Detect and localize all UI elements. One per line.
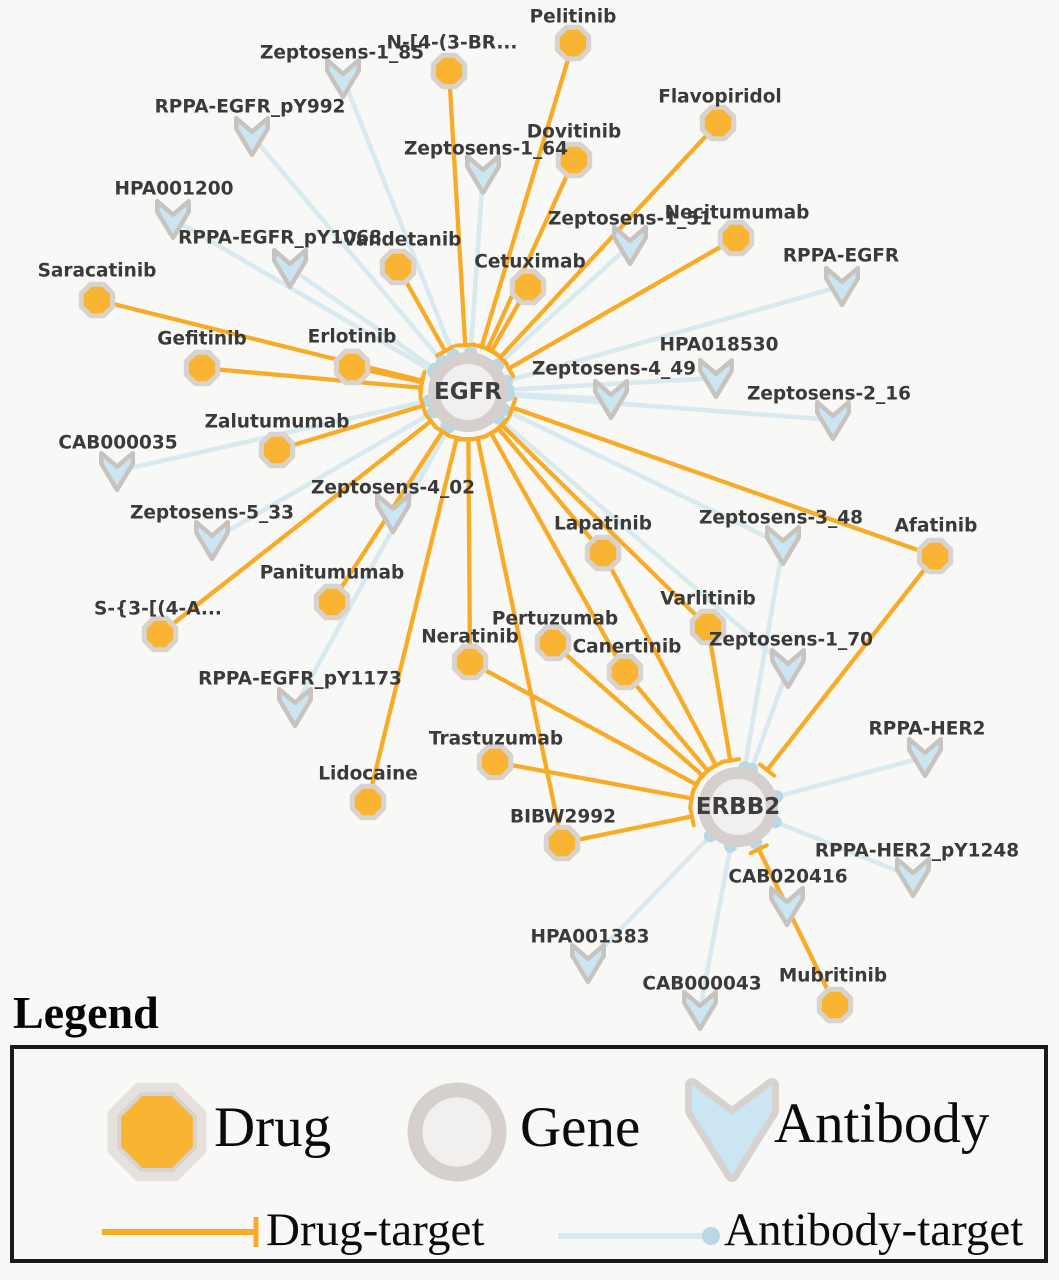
node-label: S-{3-[(4-A...: [94, 598, 222, 620]
antibody-node: [772, 650, 804, 687]
antibody-node: [101, 453, 133, 490]
drug-node: [81, 284, 112, 315]
drug-node: [479, 746, 510, 777]
antibody-legend-icon: [677, 1075, 787, 1195]
antibody-node: [279, 689, 311, 726]
node-label: Cetuximab: [474, 251, 586, 273]
node-label: Zalutumumab: [204, 411, 350, 433]
drug-node: [587, 537, 618, 568]
node-label: Zeptosens-1_64: [403, 138, 569, 160]
node-label: Flavopiridol: [658, 86, 782, 108]
node-label: RPPA-EGFR_pY1068: [178, 227, 382, 249]
antibody-node: [572, 945, 604, 982]
node-label: Zeptosens-4_02: [310, 477, 476, 499]
node-label: Mubritinib: [778, 965, 888, 987]
node-label: Afatinib: [894, 515, 978, 537]
node-label: Zeptosens-3_48: [698, 507, 864, 529]
node-label: Lidocaine: [318, 763, 418, 785]
node-label: Saracatinib: [37, 260, 157, 282]
node-label: RPPA-HER2_pY1248: [814, 840, 1020, 862]
legend-box: [10, 1045, 1048, 1263]
node-label: RPPA-EGFR_pY1173: [198, 668, 402, 690]
antibody-node: [771, 888, 803, 925]
node-label: Zeptosens-2_16: [746, 383, 912, 405]
drug-node: [316, 586, 347, 617]
node-label: Erlotinib: [307, 326, 397, 348]
drug-target-edge-cap: [448, 436, 465, 440]
drug-node: [382, 251, 413, 282]
drug-node: [144, 618, 175, 649]
drug-node: [352, 786, 383, 817]
gene-node-label: EGFR: [433, 379, 503, 405]
node-label: CAB020416: [728, 866, 848, 888]
node-label: Zeptosens-4_49: [531, 358, 697, 380]
node-label: Pertuzumab: [491, 608, 619, 630]
antibody-node: [817, 402, 849, 439]
node-label: HPA001383: [530, 926, 650, 948]
gene-legend-label: Gene: [520, 1096, 641, 1159]
drug-node: [702, 107, 733, 138]
drug-node: [609, 656, 640, 687]
antibody-target-edge: [343, 78, 453, 355]
drug-legend-label: Drug: [214, 1096, 332, 1159]
drug-legend-icon: [102, 1077, 212, 1187]
antibody-node: [595, 381, 627, 418]
node-label: RPPA-HER2: [868, 718, 986, 740]
node-label: Pelitinib: [529, 6, 617, 28]
node-label: RPPA-EGFR_pY992: [154, 96, 346, 118]
node-label: BIBW2992: [510, 806, 616, 828]
drug-node: [336, 351, 367, 382]
node-label: HPA001200: [114, 178, 234, 200]
drug-node: [433, 55, 464, 86]
node-label: Necitumumab: [664, 202, 810, 224]
node-label: Zeptosens-1_70: [708, 629, 874, 651]
node-label: Varlitinib: [660, 588, 756, 610]
node-label: Gefitinib: [157, 328, 247, 350]
drug-target-legend-swatch: [94, 1207, 284, 1257]
node-label: Panitumumab: [259, 562, 405, 584]
node-label: RPPA-EGFR: [782, 245, 900, 267]
antibody-node: [767, 527, 799, 564]
node-label: CAB000035: [58, 432, 178, 454]
antibody-target-legend-label: Antibody-target: [724, 1204, 1024, 1256]
drug-target-legend-label: Drug-target: [266, 1204, 485, 1256]
drug-node: [537, 627, 568, 658]
node-label: Zeptosens-1_85: [259, 42, 425, 64]
drug-node: [819, 989, 850, 1020]
node-label: Zeptosens-1_51: [547, 208, 713, 230]
antibody-target-edge: [508, 378, 716, 390]
node-label: Lapatinib: [554, 513, 652, 535]
antibody-legend-label: Antibody: [774, 1092, 990, 1155]
antibody-target-edge: [777, 757, 925, 797]
node-label: CAB000043: [642, 973, 762, 995]
node-label: Zeptosens-5_33: [129, 502, 295, 524]
drug-node: [546, 827, 577, 858]
antibody-node: [897, 859, 929, 896]
antibody-node: [826, 268, 858, 305]
drug-node: [261, 434, 292, 465]
node-label: Neratinib: [421, 626, 519, 648]
drug-target-edge: [625, 672, 708, 771]
node-label: Dovitinib: [526, 121, 622, 143]
antibody-node: [196, 522, 228, 559]
drug-target-edge-cap: [456, 345, 474, 346]
legend-title: Legend: [13, 987, 159, 1038]
antibody-target-legend-swatch: [550, 1211, 740, 1261]
drug-target-edge-cap: [420, 373, 424, 391]
drug-node: [512, 271, 543, 302]
gene-legend-icon: [404, 1079, 510, 1185]
drug-target-edge: [449, 71, 465, 345]
antibody-node: [614, 227, 646, 264]
node-label: Canertinib: [572, 636, 682, 658]
node-label: HPA018530: [659, 334, 779, 356]
drug-node: [186, 352, 217, 383]
drug-node: [557, 27, 588, 58]
gene-node-label: ERBB2: [695, 794, 781, 820]
drug-node: [919, 540, 950, 571]
antibody-node: [700, 360, 732, 397]
antibody-node: [467, 156, 499, 193]
node-label: Vandetanib: [342, 229, 462, 251]
drug-node: [720, 222, 751, 253]
antibody-node: [909, 739, 941, 776]
drug-node: [454, 646, 485, 677]
node-label: Trastuzumab: [428, 728, 564, 750]
antibody-node: [327, 60, 359, 97]
drug-target-edge-cap: [690, 808, 694, 826]
node-label: N-[4-(3-BR...: [386, 32, 518, 54]
